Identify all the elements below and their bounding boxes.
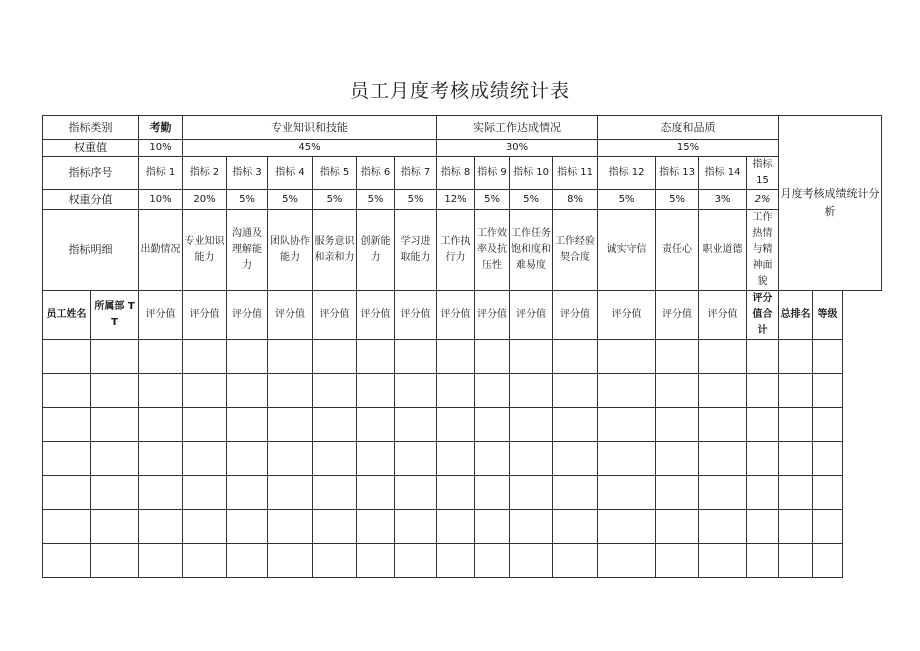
data-cell[interactable]: [268, 340, 313, 374]
assessment-table: [42, 115, 882, 578]
data-cell[interactable]: [91, 442, 139, 476]
data-cell[interactable]: [510, 544, 553, 578]
index-cell: 指标 11: [553, 157, 598, 190]
data-row: [43, 510, 882, 544]
data-cell[interactable]: [747, 374, 779, 408]
data-cell[interactable]: [475, 374, 510, 408]
data-cell[interactable]: [227, 340, 268, 374]
data-cell[interactable]: [183, 476, 227, 510]
data-cell[interactable]: [395, 408, 437, 442]
data-cell[interactable]: [183, 510, 227, 544]
data-cell[interactable]: [437, 340, 475, 374]
data-row: [43, 544, 882, 578]
data-cell[interactable]: [43, 340, 91, 374]
category-work: 实际工作达成情况: [437, 116, 598, 140]
data-cell[interactable]: [91, 408, 139, 442]
weight-score-cell: 5%: [357, 190, 395, 210]
detail-cell: 团队协作能力: [268, 210, 313, 291]
data-cell[interactable]: [553, 408, 598, 442]
weight-attitude: 15%: [598, 140, 779, 157]
data-cell[interactable]: [553, 374, 598, 408]
score-value-header: 评分值: [183, 291, 227, 340]
data-cell[interactable]: [437, 544, 475, 578]
data-cell[interactable]: [747, 544, 779, 578]
data-cell[interactable]: [357, 544, 395, 578]
data-cell[interactable]: [598, 408, 656, 442]
index-row: [43, 157, 882, 190]
weight-professional: 45%: [183, 140, 437, 157]
score-value-header: 评分值: [598, 291, 656, 340]
weight-row: [43, 140, 882, 157]
index-cell: 指标 10: [510, 157, 553, 190]
weight-score-cell: 2%: [747, 190, 779, 210]
data-cell[interactable]: [139, 340, 183, 374]
weight-score-cell: 5%: [510, 190, 553, 210]
detail-cell: 工作热情与精神面貌: [747, 210, 779, 291]
data-cell[interactable]: [813, 374, 843, 408]
data-cell[interactable]: [91, 476, 139, 510]
data-cell[interactable]: [475, 510, 510, 544]
data-cell[interactable]: [268, 476, 313, 510]
data-cell[interactable]: [510, 476, 553, 510]
category-attendance: 考勤: [139, 116, 183, 140]
detail-cell: 出勤情况: [139, 210, 183, 291]
data-cell[interactable]: [475, 408, 510, 442]
score-header-row: [43, 291, 882, 340]
index-cell: 指标 7: [395, 157, 437, 190]
detail-cell: 诚实守信: [598, 210, 656, 291]
data-cell[interactable]: [779, 442, 813, 476]
detail-cell: 沟通及理解能力: [227, 210, 268, 291]
data-cell[interactable]: [268, 374, 313, 408]
weight-score-cell: 5%: [395, 190, 437, 210]
data-cell[interactable]: [313, 510, 357, 544]
summary-cell: 月度考核成绩统计分析: [779, 116, 882, 291]
data-cell[interactable]: [357, 340, 395, 374]
data-cell[interactable]: [227, 544, 268, 578]
data-cell[interactable]: [43, 510, 91, 544]
data-cell[interactable]: [510, 374, 553, 408]
data-cell[interactable]: [779, 476, 813, 510]
data-cell[interactable]: [183, 544, 227, 578]
data-cell[interactable]: [268, 442, 313, 476]
data-cell[interactable]: [510, 340, 553, 374]
data-cell[interactable]: [699, 442, 747, 476]
detail-cell: 学习进取能力: [395, 210, 437, 291]
data-cell[interactable]: [227, 476, 268, 510]
score-value-header: 评分值: [656, 291, 699, 340]
weight-score-cell: 8%: [553, 190, 598, 210]
data-cell[interactable]: [656, 374, 699, 408]
data-cell[interactable]: [813, 510, 843, 544]
data-cell[interactable]: [747, 408, 779, 442]
data-cell[interactable]: [395, 340, 437, 374]
data-cell[interactable]: [268, 510, 313, 544]
data-cell[interactable]: [475, 476, 510, 510]
data-cell[interactable]: [553, 476, 598, 510]
index-cell: 指标 8: [437, 157, 475, 190]
data-cell[interactable]: [357, 408, 395, 442]
data-cell[interactable]: [475, 340, 510, 374]
data-cell[interactable]: [779, 374, 813, 408]
weight-score-cell: 12%: [437, 190, 475, 210]
data-cell[interactable]: [91, 374, 139, 408]
score-value-header: 评分值: [357, 291, 395, 340]
weight-work: 30%: [437, 140, 598, 157]
data-cell[interactable]: [139, 374, 183, 408]
score-value-header: 评分值: [510, 291, 553, 340]
data-cell[interactable]: [598, 374, 656, 408]
weight-label: 权重值: [43, 140, 139, 157]
rank-header: 总排名: [779, 291, 813, 340]
data-cell[interactable]: [313, 340, 357, 374]
data-cell[interactable]: [510, 442, 553, 476]
data-cell[interactable]: [598, 476, 656, 510]
data-cell[interactable]: [779, 340, 813, 374]
data-cell[interactable]: [747, 340, 779, 374]
data-cell[interactable]: [43, 374, 91, 408]
data-cell[interactable]: [656, 544, 699, 578]
data-cell[interactable]: [227, 408, 268, 442]
data-cell[interactable]: [91, 510, 139, 544]
category-professional: 专业知识和技能: [183, 116, 437, 140]
data-cell[interactable]: [395, 510, 437, 544]
detail-cell: 工作执行力: [437, 210, 475, 291]
data-cell[interactable]: [437, 442, 475, 476]
data-cell[interactable]: [813, 408, 843, 442]
employee-name-header: 员工姓名: [43, 291, 91, 340]
weight-score-row: [43, 190, 882, 210]
data-cell[interactable]: [437, 476, 475, 510]
data-cell[interactable]: [813, 476, 843, 510]
data-cell[interactable]: [656, 408, 699, 442]
data-cell[interactable]: [813, 442, 843, 476]
data-cell[interactable]: [395, 476, 437, 510]
data-cell[interactable]: [699, 374, 747, 408]
data-cell[interactable]: [183, 442, 227, 476]
detail-cell: 工作效率及抗压性: [475, 210, 510, 291]
detail-cell: 专业知识能力: [183, 210, 227, 291]
data-cell[interactable]: [437, 374, 475, 408]
data-cell[interactable]: [91, 340, 139, 374]
data-cell[interactable]: [139, 544, 183, 578]
weight-score-cell: 5%: [475, 190, 510, 210]
score-value-header: 评分值: [227, 291, 268, 340]
data-cell[interactable]: [475, 544, 510, 578]
index-cell: 指标 9: [475, 157, 510, 190]
category-attitude: 态度和品质: [598, 116, 779, 140]
index-cell: 指标 13: [656, 157, 699, 190]
weight-score-cell: 20%: [183, 190, 227, 210]
score-value-header: 评分值: [139, 291, 183, 340]
data-cell[interactable]: [656, 476, 699, 510]
data-cell[interactable]: [553, 544, 598, 578]
data-cell[interactable]: [268, 408, 313, 442]
detail-cell: 服务意识和亲和力: [313, 210, 357, 291]
data-cell[interactable]: [357, 510, 395, 544]
total-score-header: 评分值合计: [747, 291, 779, 340]
index-cell: 指标 4: [268, 157, 313, 190]
data-cell[interactable]: [395, 544, 437, 578]
data-row: [43, 408, 882, 442]
data-cell[interactable]: [227, 510, 268, 544]
data-cell[interactable]: [510, 510, 553, 544]
index-cell: 指标 3: [227, 157, 268, 190]
detail-cell: 创新能力: [357, 210, 395, 291]
data-cell[interactable]: [227, 442, 268, 476]
data-cell[interactable]: [357, 476, 395, 510]
index-cell: 指标 1: [139, 157, 183, 190]
data-cell[interactable]: [268, 544, 313, 578]
data-cell[interactable]: [747, 476, 779, 510]
weight-score-cell: 5%: [598, 190, 656, 210]
data-cell[interactable]: [699, 476, 747, 510]
data-cell[interactable]: [699, 544, 747, 578]
score-value-header: 评分值: [553, 291, 598, 340]
data-cell[interactable]: [313, 408, 357, 442]
data-cell[interactable]: [139, 442, 183, 476]
data-cell[interactable]: [553, 442, 598, 476]
weight-score-cell: 5%: [268, 190, 313, 210]
data-cell[interactable]: [313, 374, 357, 408]
grade-header: 等级: [813, 291, 843, 340]
data-cell[interactable]: [437, 510, 475, 544]
data-cell[interactable]: [139, 408, 183, 442]
data-cell[interactable]: [598, 510, 656, 544]
data-cell[interactable]: [357, 442, 395, 476]
detail-cell: 工作经验契合度: [553, 210, 598, 291]
data-cell[interactable]: [139, 510, 183, 544]
score-value-header: 评分值: [268, 291, 313, 340]
data-cell[interactable]: [395, 374, 437, 408]
weight-score-cell: 5%: [656, 190, 699, 210]
data-cell[interactable]: [813, 340, 843, 374]
data-cell[interactable]: [43, 408, 91, 442]
detail-cell: 工作任务饱和度和难易度: [510, 210, 553, 291]
data-cell[interactable]: [656, 510, 699, 544]
data-cell[interactable]: [357, 374, 395, 408]
category-row: [43, 116, 882, 140]
category-label: 指标类别: [43, 116, 139, 140]
detail-row: [43, 210, 882, 291]
data-cell[interactable]: [183, 374, 227, 408]
weight-score-cell: 5%: [227, 190, 268, 210]
data-cell[interactable]: [43, 476, 91, 510]
index-cell: 指标 6: [357, 157, 395, 190]
data-cell[interactable]: [598, 544, 656, 578]
department-header: 所属部 TT: [91, 291, 139, 340]
score-value-header: 评分值: [437, 291, 475, 340]
data-cell[interactable]: [227, 374, 268, 408]
data-cell[interactable]: [699, 340, 747, 374]
detail-label: 指标明细: [43, 210, 139, 291]
detail-cell: 责任心: [656, 210, 699, 291]
data-cell[interactable]: [183, 408, 227, 442]
score-value-header: 评分值: [699, 291, 747, 340]
weight-score-cell: 5%: [313, 190, 357, 210]
data-cell[interactable]: [779, 544, 813, 578]
data-row: [43, 340, 882, 374]
data-cell[interactable]: [395, 442, 437, 476]
index-cell: 指标 15: [747, 157, 779, 190]
data-cell[interactable]: [313, 544, 357, 578]
data-cell[interactable]: [510, 408, 553, 442]
data-cell[interactable]: [43, 442, 91, 476]
data-cell[interactable]: [747, 510, 779, 544]
index-label: 指标序号: [43, 157, 139, 190]
weight-score-label: 权重分值: [43, 190, 139, 210]
data-cell[interactable]: [699, 408, 747, 442]
data-cell[interactable]: [747, 442, 779, 476]
detail-cell: 职业道德: [699, 210, 747, 291]
data-cell[interactable]: [813, 544, 843, 578]
data-cell[interactable]: [598, 442, 656, 476]
index-cell: 指标 12: [598, 157, 656, 190]
data-cell[interactable]: [437, 408, 475, 442]
data-cell[interactable]: [553, 340, 598, 374]
index-cell: 指标 14: [699, 157, 747, 190]
weight-score-cell: 10%: [139, 190, 183, 210]
data-row: [43, 442, 882, 476]
data-cell[interactable]: [313, 476, 357, 510]
score-value-header: 评分值: [313, 291, 357, 340]
data-cell[interactable]: [699, 510, 747, 544]
data-cell[interactable]: [779, 510, 813, 544]
data-cell[interactable]: [656, 442, 699, 476]
index-cell: 指标 2: [183, 157, 227, 190]
data-cell[interactable]: [553, 510, 598, 544]
score-value-header: 评分值: [475, 291, 510, 340]
data-cell[interactable]: [183, 340, 227, 374]
data-row: [43, 374, 882, 408]
data-cell[interactable]: [779, 408, 813, 442]
weight-score-cell: 3%: [699, 190, 747, 210]
data-row: [43, 476, 882, 510]
data-cell[interactable]: [139, 476, 183, 510]
data-cell[interactable]: [91, 544, 139, 578]
data-cell[interactable]: [313, 442, 357, 476]
data-cell[interactable]: [43, 544, 91, 578]
page-title: 员工月度考核成绩统计表: [349, 80, 570, 102]
data-cell[interactable]: [475, 442, 510, 476]
index-cell: 指标 5: [313, 157, 357, 190]
data-cell[interactable]: [656, 340, 699, 374]
weight-attendance: 10%: [139, 140, 183, 157]
score-value-header: 评分值: [395, 291, 437, 340]
data-cell[interactable]: [598, 340, 656, 374]
